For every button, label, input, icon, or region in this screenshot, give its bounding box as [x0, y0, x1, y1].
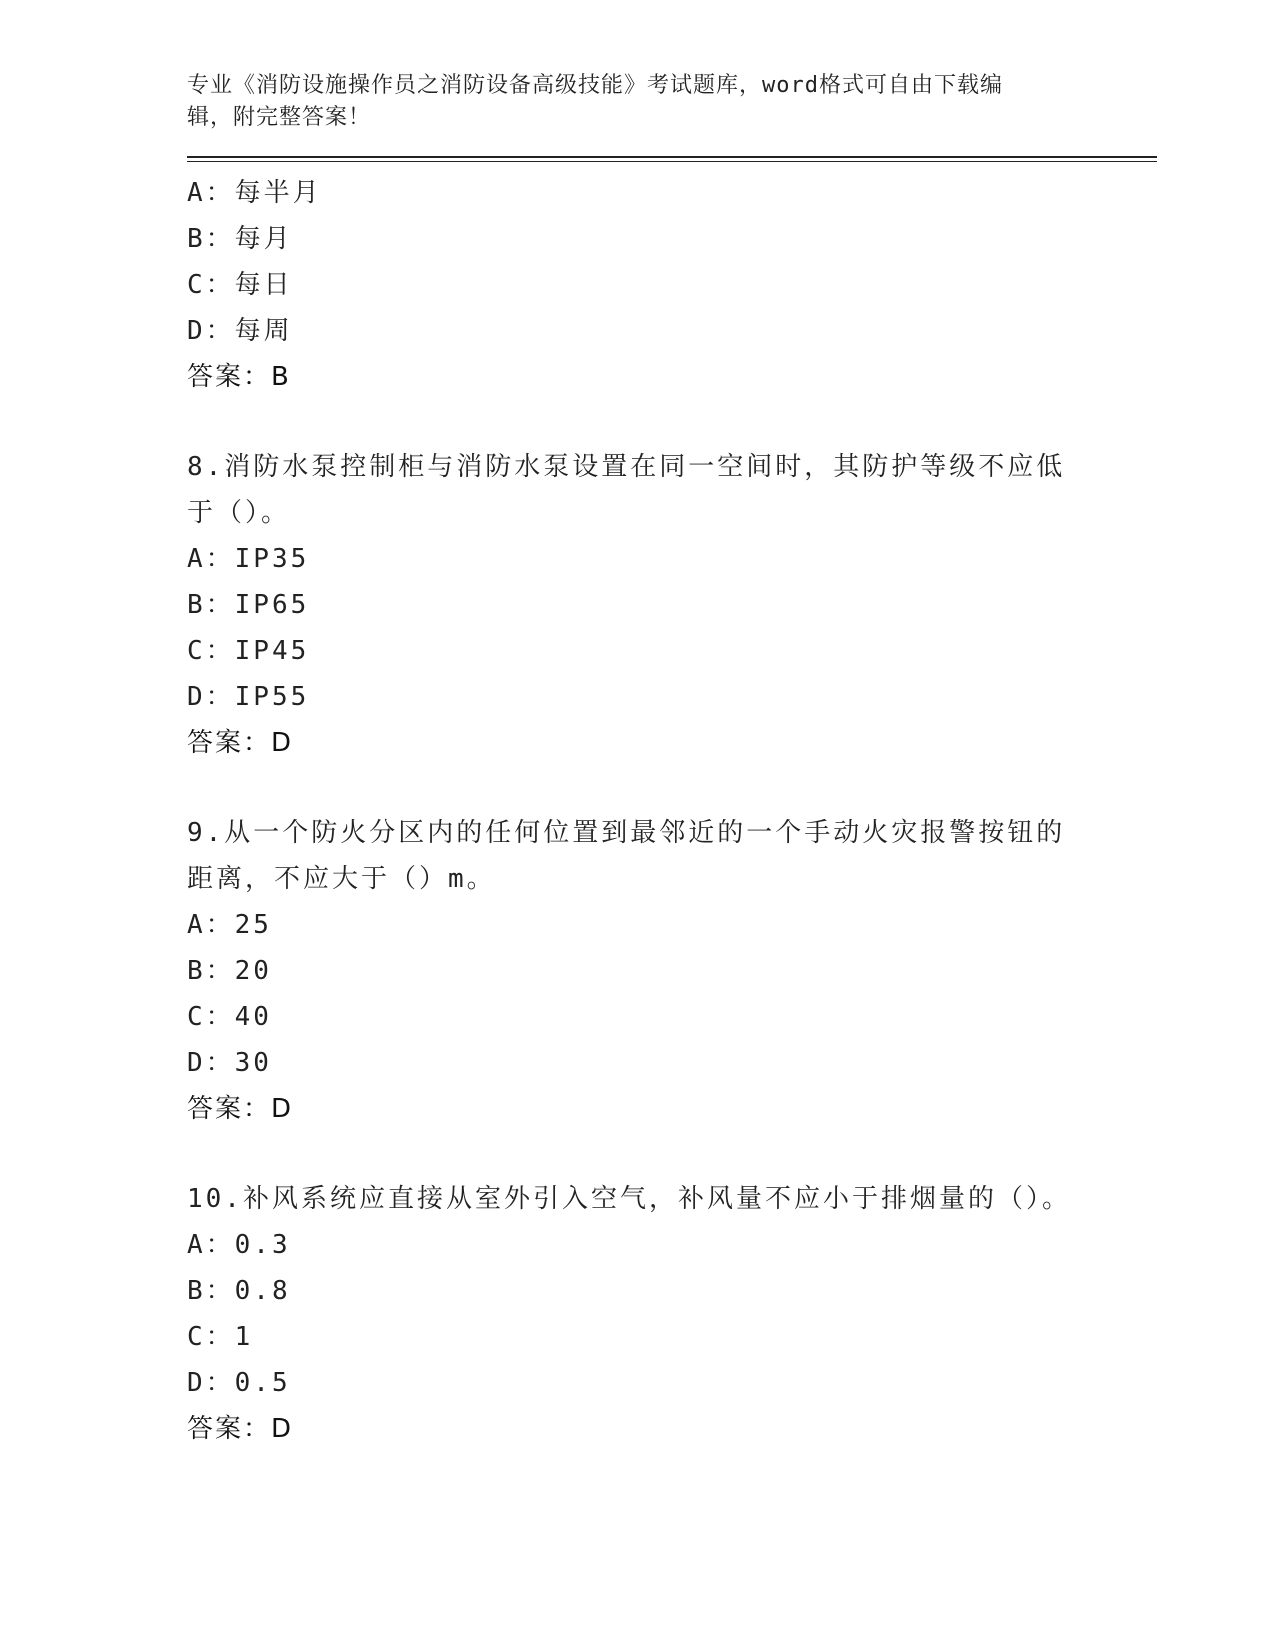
question-stem: 9.从一个防火分区内的任何位置到最邻近的一个手动火灾报警按钮的	[187, 818, 1066, 848]
option-b: B：20	[187, 956, 272, 986]
answer: 答案：B	[187, 362, 291, 392]
option-d: D：30	[187, 1048, 272, 1078]
option-b: B：每月	[187, 224, 293, 254]
option-a: A：每半月	[187, 178, 322, 208]
question-stem-cont: 距离，不应大于（）m。	[187, 864, 496, 894]
header-divider	[187, 156, 1157, 158]
option-d: D：IP55	[187, 682, 310, 712]
question-stem: 10.补风系统应直接从室外引入空气，补风量不应小于排烟量的（）。	[187, 1184, 1071, 1214]
option-c: C：IP45	[187, 636, 310, 666]
option-a: A：IP35	[187, 544, 310, 574]
header-line-1: 专业《消防设施操作员之消防设备高级技能》考试题库，word格式可自由下载编	[187, 73, 1003, 98]
answer: 答案：D	[187, 728, 294, 758]
question-7	[187, 170, 1157, 400]
option-c: C：1	[187, 1322, 254, 1352]
option-b: B：0.8	[187, 1276, 291, 1306]
option-d: D：0.5	[187, 1368, 291, 1398]
question-stem: 8.消防水泵控制柜与消防水泵设置在同一空间时，其防护等级不应低	[187, 452, 1066, 482]
header-line-2: 辑，附完整答案！	[187, 105, 372, 130]
option-a: A：25	[187, 910, 272, 940]
question-9	[187, 810, 1157, 1132]
option-b: B：IP65	[187, 590, 310, 620]
option-c: C：每日	[187, 270, 293, 300]
document-page	[187, 70, 1157, 1452]
answer: 答案：D	[187, 1094, 294, 1124]
option-a: A：0.3	[187, 1230, 291, 1260]
header-divider-thin	[187, 161, 1157, 162]
option-c: C：40	[187, 1002, 272, 1032]
answer: 答案：D	[187, 1414, 294, 1444]
option-d: D：每周	[187, 316, 293, 346]
question-8	[187, 444, 1157, 766]
document-header	[187, 70, 1067, 134]
question-10	[187, 1176, 1157, 1452]
question-stem-cont: 于（）。	[187, 498, 291, 528]
